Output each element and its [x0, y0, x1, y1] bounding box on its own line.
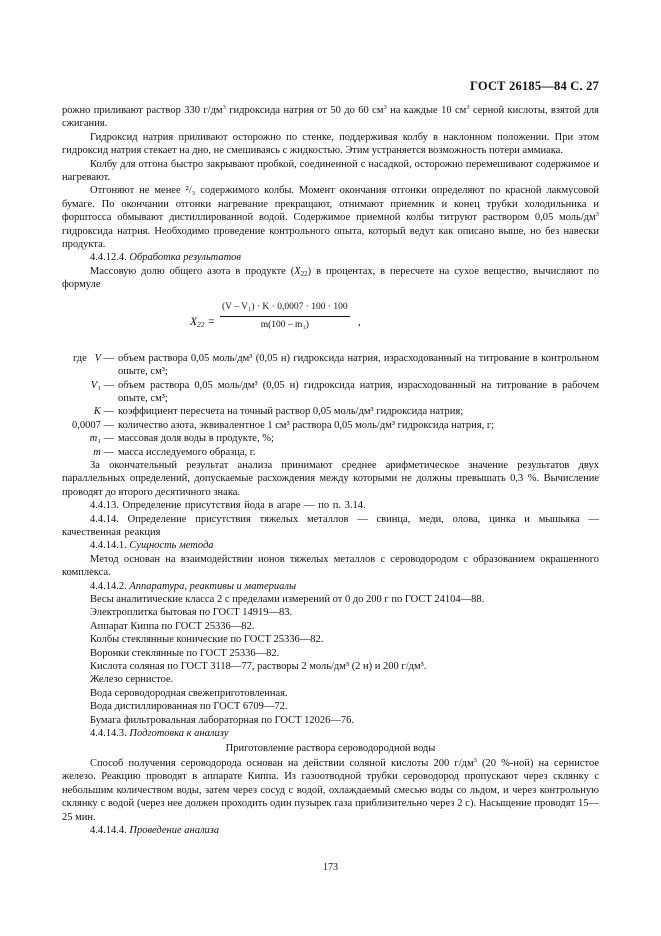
section-4-4-13: 4.4.13. Определение присутствия йода в агаре — по п. 3.14. — [90, 500, 366, 512]
definition-lead: где — [72, 352, 87, 364]
section-title: Обработка результатов — [129, 252, 241, 264]
materials-item: Железо сернистое. — [90, 674, 174, 686]
text-run: рожно приливают раствор 330 г/дм — [62, 105, 223, 116]
dash: — — [103, 446, 114, 458]
materials-item: Электроплитка бытовая по ГОСТ 14919—83. — [90, 607, 293, 619]
formula-equals: = — [204, 315, 216, 328]
definition-row — [62, 379, 599, 406]
section-title: Проведение анализа — [129, 824, 220, 836]
text-run: серной кислоты, взятой для сжигания. — [62, 105, 599, 130]
materials-item: Весы аналитические класса 2 с пределами измерений от 0 до 200 г по ГОСТ 24104—88. — [90, 594, 485, 605]
text-run: гидроксида натрия от 50 до 60 см — [225, 105, 384, 116]
definition-text: объем раствора 0,05 моль/дм³ (0,05 н) гидроксида натрия, израсходованный на титрование в контрольном опыте, см³; — [118, 352, 599, 378]
superscript: 3 — [383, 104, 387, 111]
dash: — — [103, 379, 114, 391]
materials-item: Аппарат Киппа по ГОСТ 25336—82. — [90, 620, 255, 632]
section-number: 4.4.14.1. — [90, 540, 127, 552]
text-run: (20 %-ной) на сернистое железо. Реакцию проводят в аппарате Киппа. Из газоотводной трубки сероводород пропускают через склянку с небольшим количеством воды, затем через сосуд с водой, охлаждаемый смесью воды со льдом, и через контрольную склянку с водой (через нее должен проходить один пузырек газа приблизительно через 2 с). Насыщение проводят 15—25 мин. — [62, 757, 600, 823]
materials-item: Колбы стеклянные конические по ГОСТ 25336—82. — [90, 634, 324, 646]
text-run: Способ получения сероводорода основан на действии соляной кислоты 200 г/дм — [90, 757, 474, 769]
paragraph-5 — [62, 265, 599, 292]
section-4-4-12-4 — [62, 251, 599, 264]
paragraph-4 — [62, 184, 599, 251]
page-body — [62, 104, 599, 837]
subscript: 22 — [300, 269, 308, 278]
section-number: 4.4.14.4. — [90, 824, 127, 836]
section-4-4-14-2 — [62, 580, 599, 593]
materials-item: Вода дистиллированная по ГОСТ 6709—72. — [90, 701, 288, 713]
definition-text: массовая доля воды в продукте, %; — [118, 433, 274, 445]
definition-symbol — [62, 419, 114, 432]
symbol: V₁ — [90, 379, 101, 391]
section-4-4-14-4 — [62, 824, 599, 837]
paragraph-6: За окончательный результат анализа принимают среднее арифметическое значение результатов двух параллельных определений, допускаемые расхождения между которыми не должны превышать 0,3 %. Вычисление проводят до второго десятичного знака. — [62, 459, 599, 498]
dash: — — [103, 419, 114, 431]
materials-list — [62, 593, 599, 727]
formula-symbol: X — [190, 315, 198, 328]
page-header: ГОСТ 26185—84 С. 27 — [470, 79, 599, 93]
text-run: гидроксида натрия. Необходимо проведение контрольного опыта, который ведут как описано выше, но без навески продукта. — [62, 225, 599, 251]
dash: — — [103, 352, 114, 364]
text-run: на каждые 10 см — [386, 105, 467, 116]
paragraph-1 — [62, 104, 599, 131]
formula-lhs — [190, 316, 215, 329]
text-run: Отгоняют не менее — [90, 185, 186, 197]
superscript: 3 — [473, 756, 477, 764]
text-run: содержимого колбы. Момент окончания отгонки определяют по красной лакмусовой бумаге. По окончании отгонки нагревание прекращают, отнимают приемник и конец трубки холодильника и форштосса обмывают дистиллированной водой. Содержимое приемной колбы титруют раствором 0,05 моль/дм — [62, 185, 600, 224]
symbol: V — [94, 352, 101, 364]
materials-item: Бумага фильтровальная лабораторная по ГОСТ 12026—76. — [90, 714, 355, 726]
formula-subscript: 22 — [197, 319, 205, 329]
section-title: Аппаратура, реактивы и материалы — [129, 580, 297, 592]
definition-symbol — [62, 432, 114, 445]
dash: — — [103, 433, 114, 445]
superscript: 3 — [595, 211, 599, 219]
definition-text: коэффициент пересчета на точный раствор 0,05 моль/дм³ гидроксида натрия; — [118, 406, 464, 418]
definition-symbol — [62, 405, 114, 418]
symbol: m — [93, 446, 101, 458]
section-number: 4.4.14.2. — [90, 580, 127, 592]
symbol: m₁ — [89, 433, 101, 445]
paragraph-3: Колбу для отгона быстро закрывают пробкой, соединенной с насадкой, осторожно перемешивают содержимое и нагревают. — [62, 158, 599, 184]
materials-item: Вода сероводородная свежеприготовленная. — [90, 687, 288, 699]
definition-row — [62, 419, 599, 432]
definition-text: масса исследуемого образца, г. — [118, 446, 256, 458]
paragraph-2: Гидроксид натрия приливают осторожно по стенке, поддерживая колбу в наклонном положении. При этом гидроксид натрия стекает на дно, не смешиваясь с жидкостью. Этим устраняется возможность потери аммиака. — [62, 131, 599, 157]
text-run: Массовую долю общего азота в продукте ( — [90, 265, 295, 277]
symbol: K — [93, 406, 101, 418]
formula-fraction — [220, 301, 350, 333]
formula — [62, 292, 599, 350]
definitions-list — [62, 352, 599, 459]
materials-item: Воронки стеклянные по ГОСТ 25336—82. — [90, 647, 280, 659]
symbol-x: X — [294, 265, 301, 277]
definition-row — [62, 432, 599, 445]
section-4-4-14: 4.4.14. Определение присутствия тяжелых металлов — свинца, меди, олова, цинка и мышьяка — качественная реакция — [62, 513, 599, 538]
definition-row — [62, 352, 599, 379]
formula-denominator: m(100 – m₁) — [260, 320, 309, 331]
definition-symbol — [62, 446, 114, 459]
definition-row — [62, 446, 599, 459]
fraction-two-thirds: ²/₃ — [185, 185, 196, 197]
section-4-4-14-3 — [62, 727, 599, 740]
section-number: 4.4.14.3. — [90, 728, 127, 740]
formula-comma: , — [358, 315, 361, 328]
centered-subtitle: Приготовление раствора сероводородной воды — [225, 743, 436, 755]
definition-text: количество азота, эквивалентное 1 см³ раствора 0,05 моль/дм³ гидроксида натрия, г; — [118, 419, 495, 431]
text-run: ) в процентах, в пересчете на сухое вещество, вычисляют по формуле — [62, 265, 600, 291]
section-title: Подготовка к анализу — [129, 728, 229, 740]
paragraph-8 — [62, 757, 599, 824]
superscript: 3 — [222, 104, 226, 111]
dash: — — [103, 406, 114, 418]
formula-numerator: (V – V₁) · K · 0,0007 · 100 · 100 — [220, 301, 350, 317]
materials-item: Кислота соляная по ГОСТ 3118—77, растворы 2 моль/дм³ (2 н) и 200 г/дм³. — [90, 661, 427, 673]
definition-symbol — [62, 379, 114, 406]
definition-symbol — [62, 352, 114, 379]
page-number: 173 — [323, 862, 338, 873]
definition-text: объем раствора 0,05 моль/дм³ (0,05 н) гидроксида натрия, израсходованный на титрование в рабочем опыте, см³; — [118, 379, 599, 404]
section-title: Сущность метода — [129, 540, 214, 552]
symbol: 0,0007 — [72, 419, 101, 431]
definition-row — [62, 405, 599, 418]
superscript: 3 — [466, 104, 470, 111]
section-number: 4.4.12.4. — [90, 252, 127, 264]
paragraph-7: Метод основан на взаимодействии ионов тяжелых металлов с сероводородом с образованием окрашенного комплекса. — [62, 553, 599, 579]
section-4-4-14-1 — [62, 539, 599, 552]
